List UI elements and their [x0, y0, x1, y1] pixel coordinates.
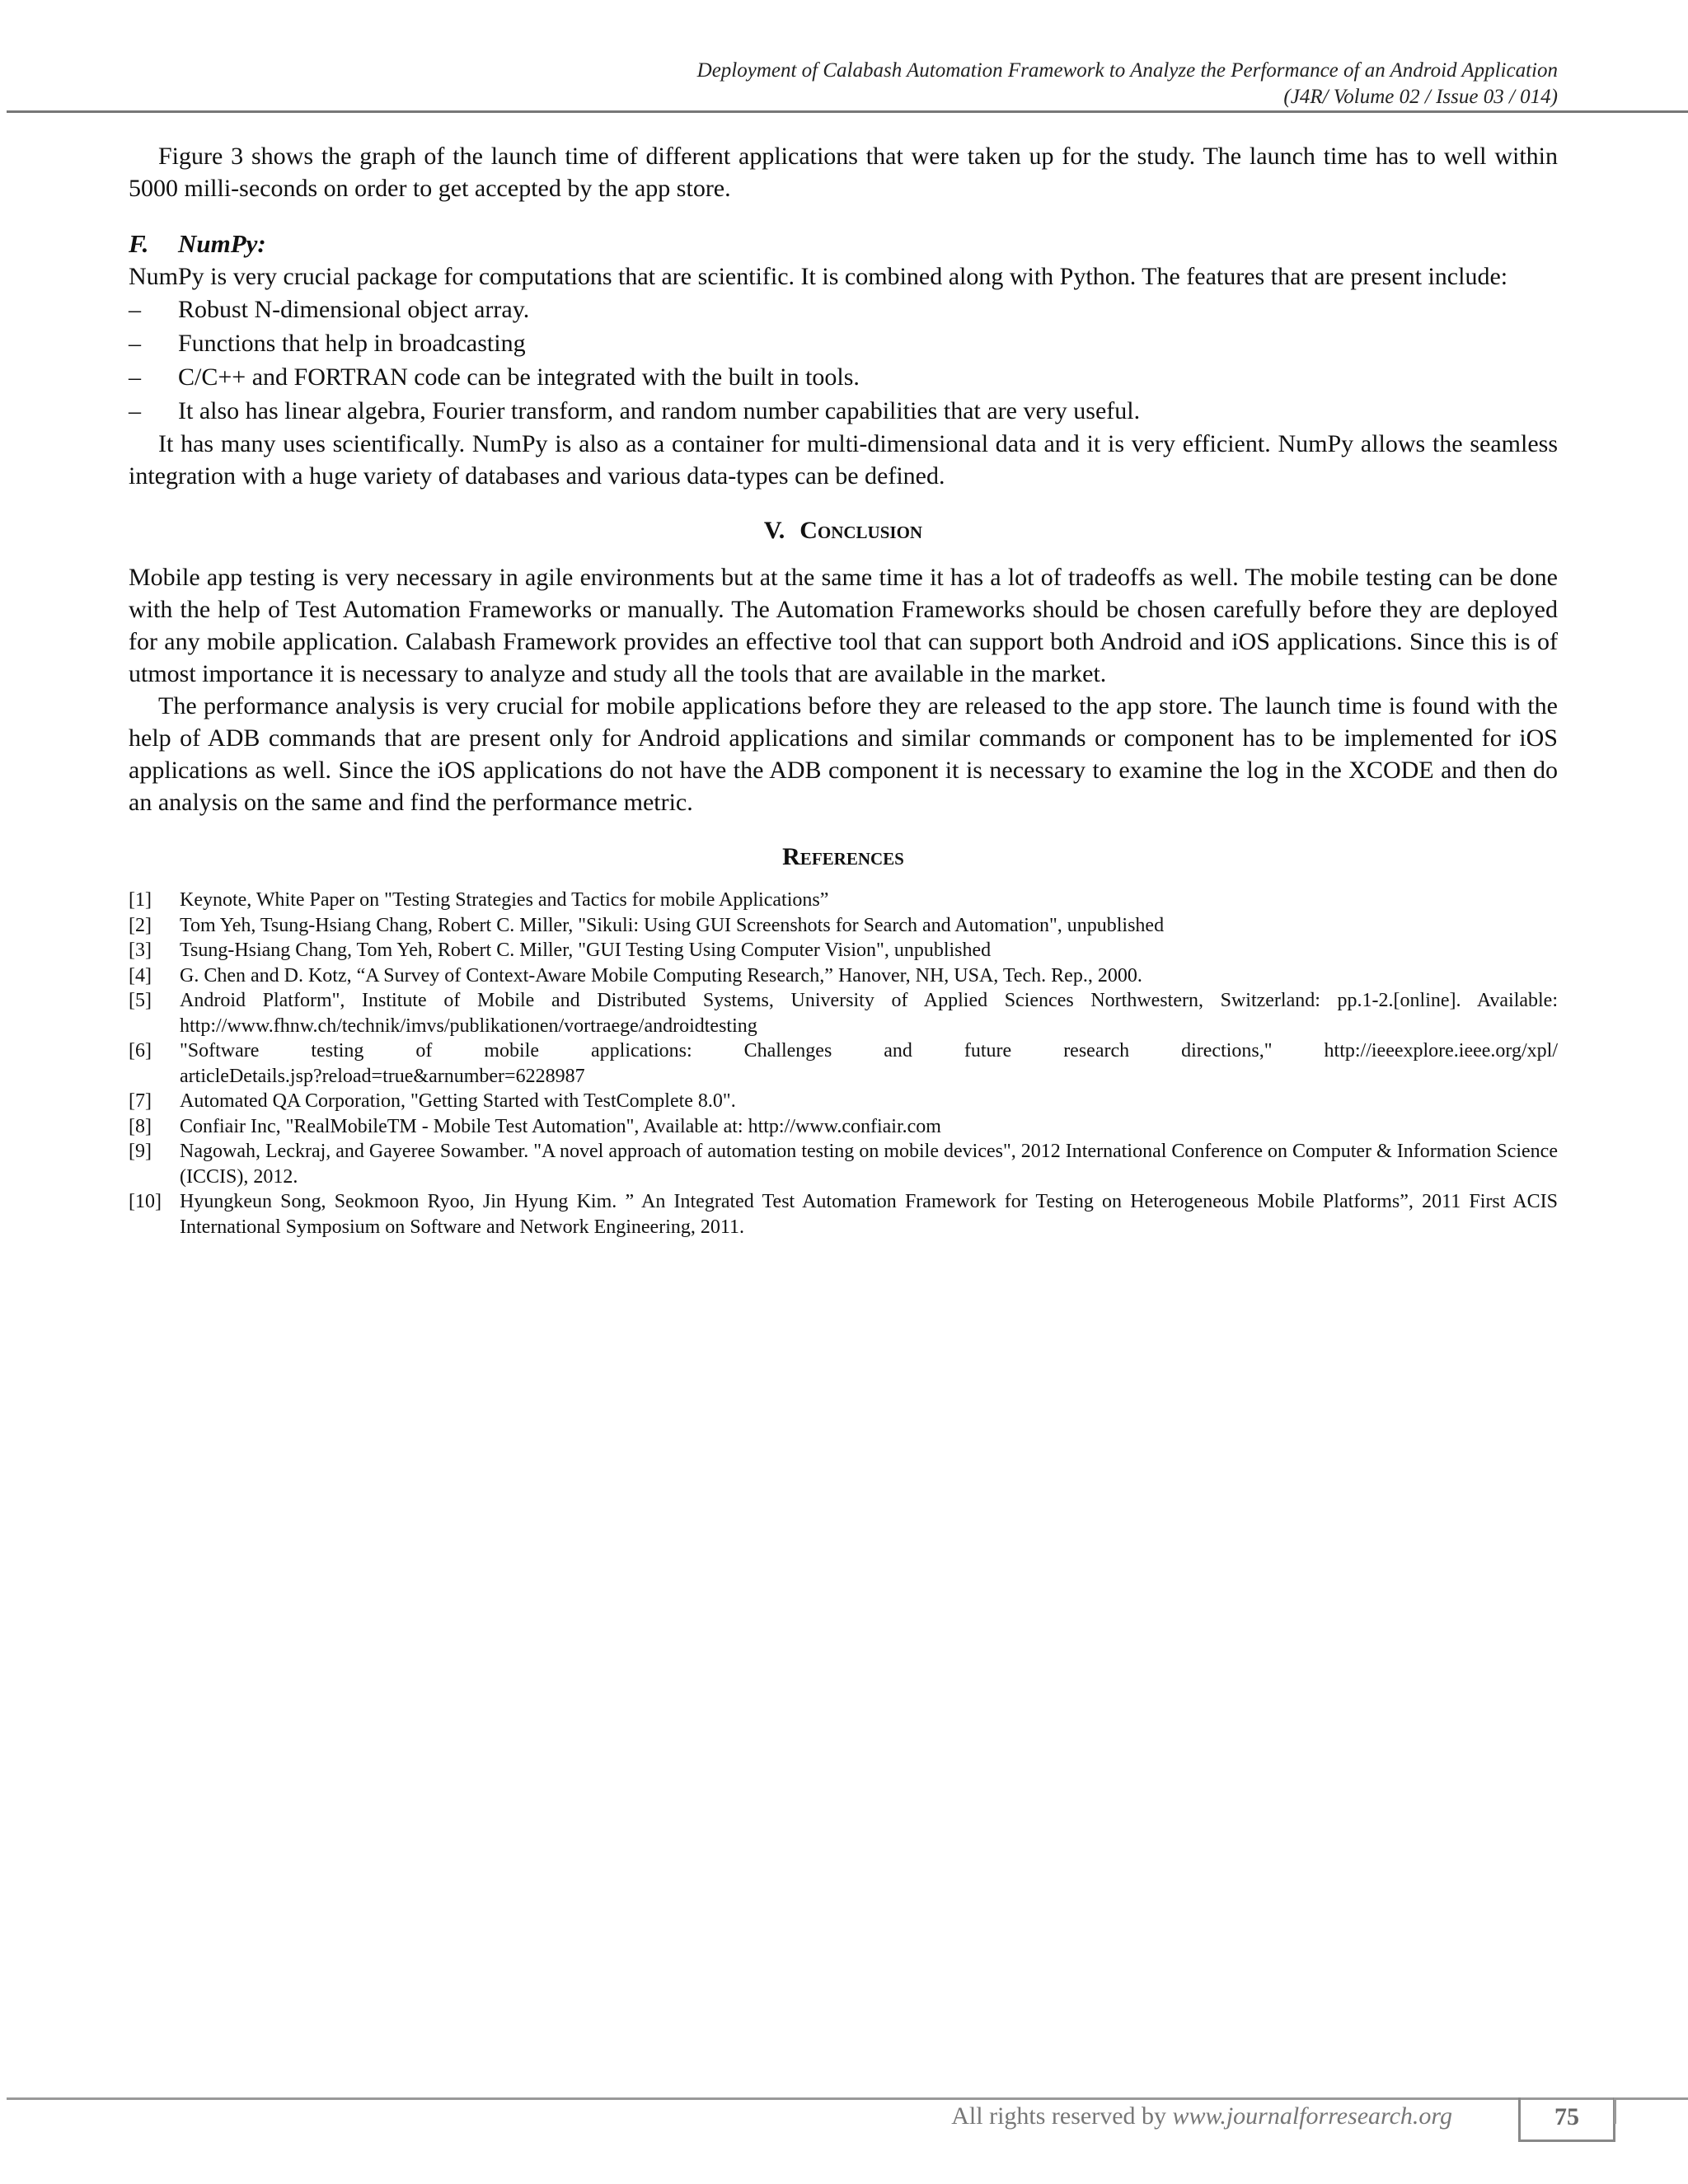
- footer-rights: [0, 2100, 1452, 2133]
- reference-item: [129, 1139, 1558, 1189]
- dash-marker: –: [129, 330, 141, 357]
- page-body: [129, 140, 1558, 1240]
- reference-text: G. Chen and D. Kotz, “A Survey of Context-Aware Mobile Computing Research,” Hanover, NH, USA, Tech. Rep., 2000.: [180, 964, 1142, 987]
- numpy-feature-list: [129, 293, 1558, 428]
- dash-marker: –: [129, 363, 141, 391]
- running-header: [0, 58, 1558, 110]
- list-item-text: C/C++ and FORTRAN code can be integrated with the built in tools.: [178, 363, 860, 391]
- reference-item: [129, 963, 1558, 989]
- reference-number: [8]: [129, 1115, 152, 1137]
- list-item: [129, 326, 1558, 360]
- numpy-heading: [129, 227, 1558, 260]
- list-item: [129, 360, 1558, 394]
- conclusion-paragraph-1: Mobile app testing is very necessary in agile environments but at the same time it has a lot of tradeoffs as well. The mobile testing can be done with the help of Test Automation Frameworks or manually. The Automation Frameworks should be chosen carefully before they are deployed for any mobile application. Calabash Framework provides an effective tool that can support both Android and iOS applications. Since this is of utmost importance it is necessary to analyze and study all the tools that are available in the market.: [129, 564, 1558, 687]
- numpy-intro: NumPy is very crucial package for computations that are scientific. It is combined along with Python. The features that are present include:: [129, 263, 1508, 290]
- footer-corner-mark: [1614, 2097, 1688, 2124]
- conclusion-heading-title: Conclusion: [799, 517, 923, 544]
- references-heading-title: References: [782, 843, 904, 870]
- reference-item: [129, 1038, 1558, 1089]
- footer-rights-prefix: All rights reserved by: [951, 2102, 1173, 2130]
- list-item-text: It also has linear algebra, Fourier transform, and random number capabilities that are very useful.: [178, 397, 1141, 424]
- references-heading: [129, 841, 1558, 873]
- list-item-text: Robust N-dimensional object array.: [178, 296, 530, 323]
- reference-number: [10]: [129, 1191, 162, 1212]
- list-item: [129, 394, 1558, 428]
- reference-item: [129, 888, 1558, 913]
- reference-number: [7]: [129, 1090, 152, 1112]
- reference-item: [129, 1114, 1558, 1140]
- reference-number: [5]: [129, 990, 152, 1011]
- reference-text: Automated QA Corporation, "Getting Started with TestComplete 8.0".: [180, 1090, 736, 1112]
- reference-item: [129, 1189, 1558, 1240]
- dash-marker: –: [129, 397, 141, 424]
- conclusion-heading: [129, 515, 1558, 546]
- footer-site-link[interactable]: www.journalforresearch.org: [1172, 2102, 1452, 2130]
- reference-text: Nagowah, Leckraj, and Gayeree Sowamber. "A novel approach of automation testing on mobile devices", 2012 International Conference on Computer & Information Science (ICCIS), 2012.: [180, 1141, 1558, 1188]
- reference-number: [2]: [129, 914, 152, 936]
- reference-text: Keynote, White Paper on "Testing Strategies and Tactics for mobile Applications”: [180, 889, 829, 911]
- intro-paragraph: Figure 3 shows the graph of the launch time of different applications that were taken up for the study. The launch time has to well within 5000 milli-seconds on order to get accepted by the app store.: [129, 143, 1558, 202]
- conclusion-paragraph-2: The performance analysis is very crucial for mobile applications before they are released to the app store. The launch time is found with the help of ADB commands that are present only for Android applications and similar commands or component has to be implemented for iOS applications as well. Since the iOS applications do not have the ADB component it is necessary to examine the log in the XCODE and then do an analysis on the same and find the performance metric.: [129, 692, 1558, 816]
- header-rule: [7, 110, 1688, 113]
- reference-text: Hyungkeun Song, Seokmoon Ryoo, Jin Hyung Kim. ” An Integrated Test Automation Framework for Testing on Heterogeneous Mobile Platforms”, 2011 First ACIS International Symposium on Software and Network Engineering, 2011.: [180, 1191, 1558, 1238]
- reference-number: [9]: [129, 1141, 152, 1162]
- header-title: Deployment of Calabash Automation Framework to Analyze the Performance of an Android Application: [696, 59, 1558, 82]
- header-issue: (J4R/ Volume 02 / Issue 03 / 014): [1283, 86, 1558, 108]
- reference-text: Android Platform", Institute of Mobile and Distributed Systems, University of Applied Sciences Northwestern, Switzerland: pp.1-2.[online]. Available: http://www.fhnw.ch/technik/imvs/publikationen/vortraege/androidtesting: [180, 990, 1558, 1037]
- numpy-heading-number: F.: [129, 229, 149, 258]
- reference-text-line-2: articleDetails.jsp?reload=true&arnumber=6228987: [180, 1065, 585, 1087]
- reference-number: [1]: [129, 889, 152, 911]
- reference-item: [129, 988, 1558, 1038]
- dash-marker: –: [129, 296, 141, 323]
- reference-item: [129, 913, 1558, 939]
- numpy-closing: It has many uses scientifically. NumPy is also as a container for multi-dimensional data and it is very efficient. NumPy allows the seamless integration with a huge variety of databases and various data-types can be defined.: [129, 430, 1558, 490]
- conclusion-heading-number: V.: [763, 517, 785, 544]
- reference-number: [4]: [129, 964, 152, 987]
- numpy-heading-title: NumPy:: [178, 229, 266, 258]
- reference-text-line-1: "Software testing of mobile applications: Challenges and future research directions," http://ieeexplore.ieee.org/xpl/: [180, 1040, 1558, 1062]
- references-list: [129, 888, 1558, 1240]
- reference-item: [129, 1089, 1558, 1114]
- page-number: 75: [1518, 2097, 1615, 2142]
- reference-item: [129, 938, 1558, 963]
- reference-text: Confiair Inc, "RealMobileTM - Mobile Test Automation", Available at: http://www.confiair.com: [180, 1115, 941, 1137]
- list-item-text: Functions that help in broadcasting: [178, 330, 526, 357]
- reference-text: Tsung-Hsiang Chang, Tom Yeh, Robert C. Miller, "GUI Testing Using Computer Vision", unpublished: [180, 940, 992, 961]
- reference-number: [6]: [129, 1040, 152, 1062]
- list-item: [129, 293, 1558, 326]
- reference-text: Tom Yeh, Tsung-Hsiang Chang, Robert C. Miller, "Sikuli: Using GUI Screenshots for Search and Automation", unpublished: [180, 914, 1165, 936]
- reference-number: [3]: [129, 940, 152, 961]
